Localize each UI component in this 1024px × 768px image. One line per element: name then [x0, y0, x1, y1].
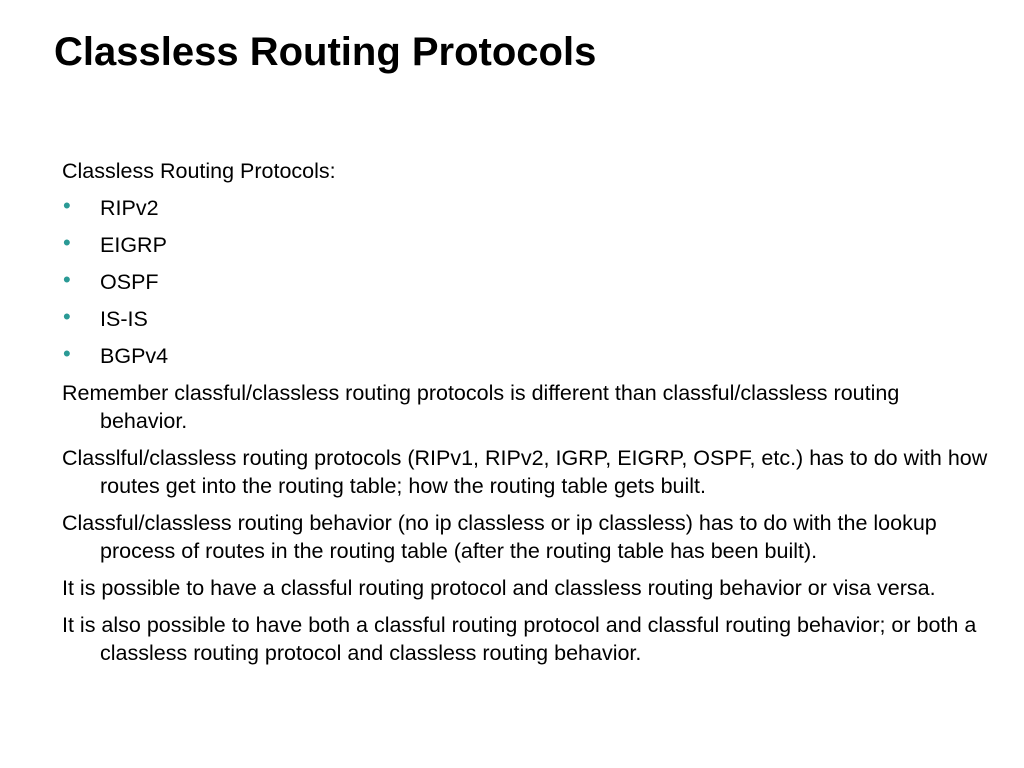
bullet-icon: • — [63, 304, 71, 329]
bullet-icon: • — [63, 267, 71, 292]
bullet-icon: • — [63, 341, 71, 366]
list-item — [62, 305, 992, 333]
slide-content — [62, 157, 992, 667]
list-item-label: IS-IS — [100, 307, 148, 331]
list-item-label: BGPv4 — [100, 344, 169, 368]
list-item-label: RIPv2 — [100, 196, 159, 220]
list-item-label: EIGRP — [100, 233, 167, 257]
bullet-icon: • — [63, 230, 71, 255]
slide-title: Classless Routing Protocols — [54, 30, 597, 74]
list-item-label: OSPF — [100, 270, 159, 294]
paragraph: It is also possible to have both a classful routing protocol and classful routing behavior; or both a classless routing protocol and classless routing behavior. — [62, 613, 977, 665]
intro-text: Classless Routing Protocols: — [62, 159, 336, 183]
paragraph: Remember classful/classless routing protocols is different than classful/classless routing behavior. — [62, 381, 900, 433]
list-item — [62, 268, 992, 296]
list-item — [62, 231, 992, 259]
protocol-list — [62, 194, 992, 370]
paragraph: It is possible to have a classful routing protocol and classless routing behavior or visa versa. — [62, 576, 936, 600]
paragraph: Classful/classless routing behavior (no ip classless or ip classless) has to do with the lookup process of routes in the routing table (after the routing table has been built). — [62, 511, 937, 563]
paragraph: Classlful/classless routing protocols (RIPv1, RIPv2, IGRP, EIGRP, OSPF, etc.) has to do with how routes get into the routing table; how the routing table gets built. — [62, 446, 988, 498]
list-item — [62, 194, 992, 222]
list-item — [62, 342, 992, 370]
bullet-icon: • — [63, 193, 71, 218]
